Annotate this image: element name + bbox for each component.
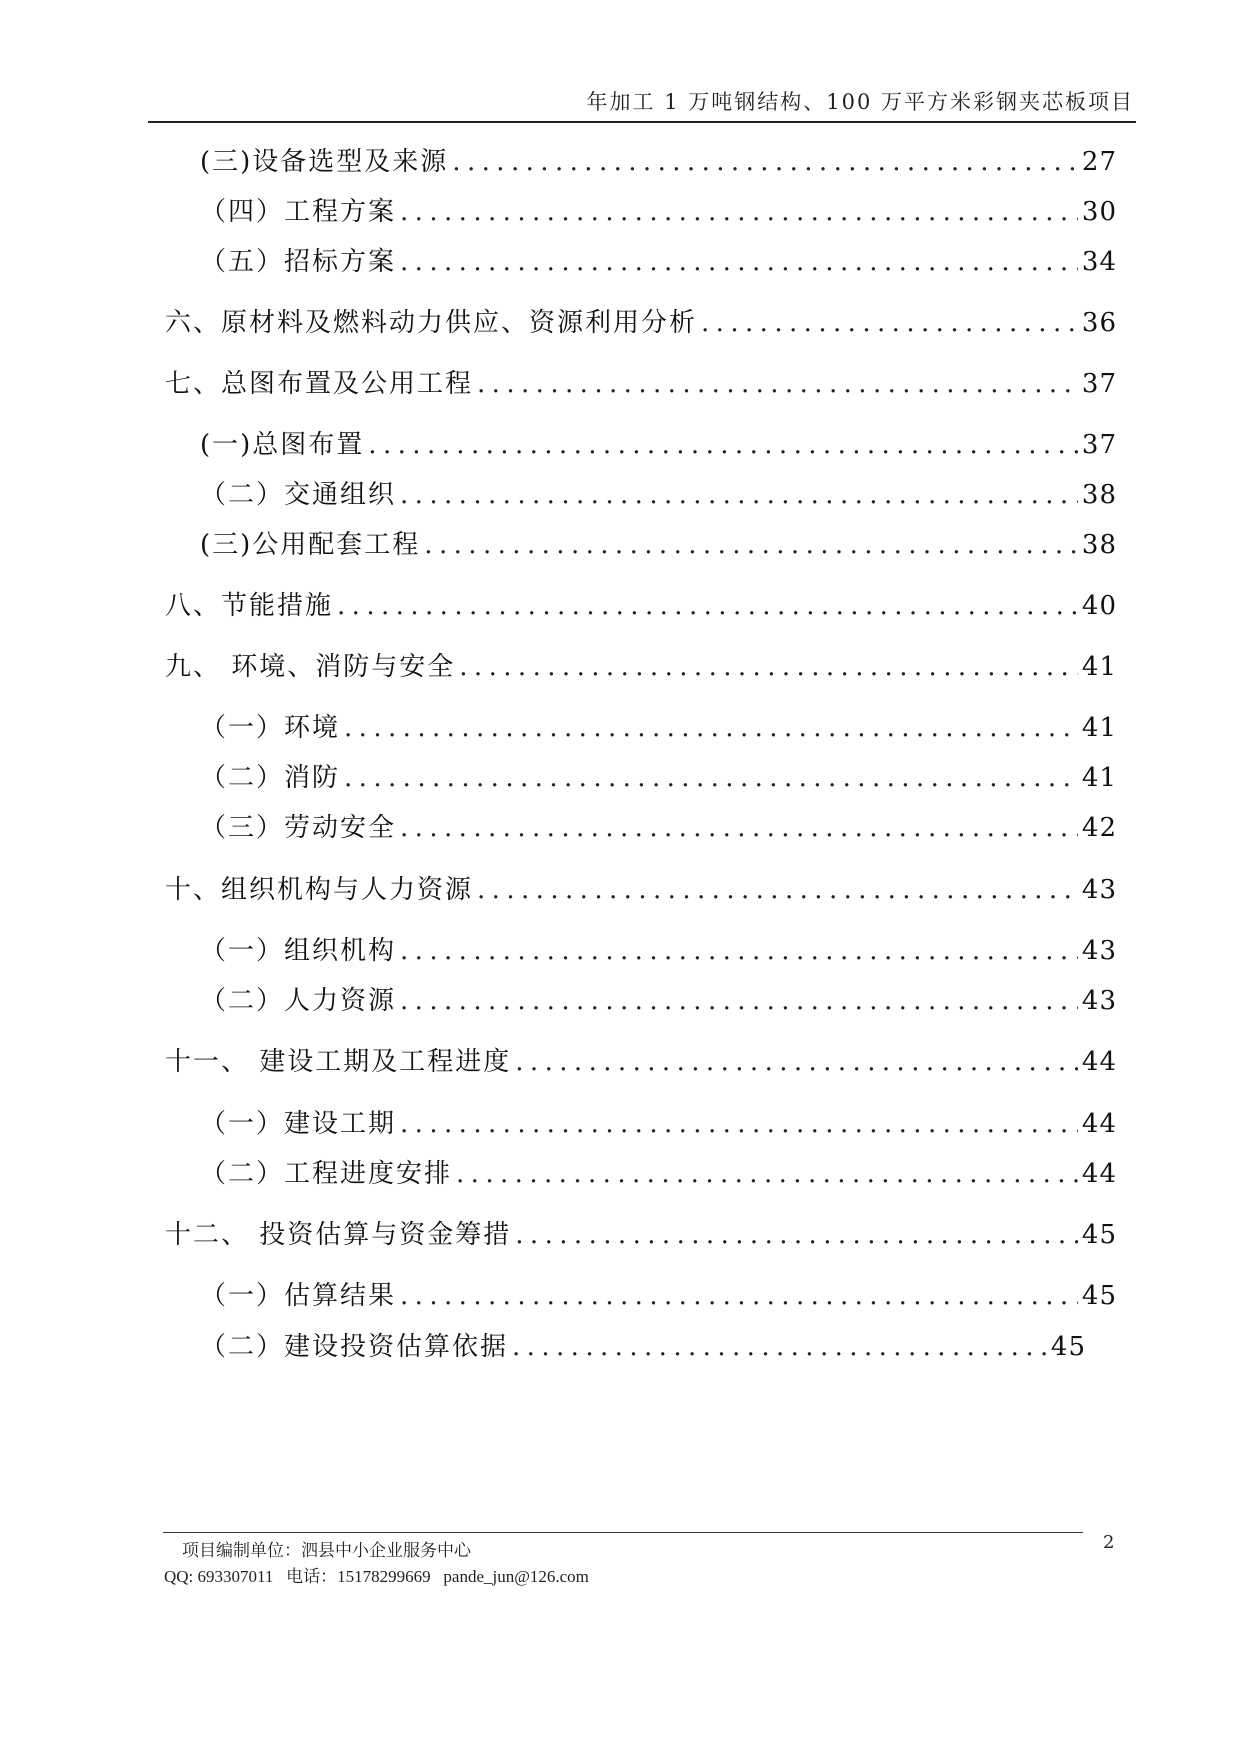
toc-dot-leader xyxy=(400,983,1078,1019)
toc-dot-leader xyxy=(400,933,1078,969)
toc-entry[interactable] xyxy=(200,194,1117,230)
toc-entry-title: （二）消防 xyxy=(200,763,341,793)
toc-dot-leader xyxy=(400,810,1078,846)
toc-entry-page: 45 xyxy=(1050,1332,1086,1362)
toc-dot-leader xyxy=(477,872,1078,908)
toc-dot-leader xyxy=(477,366,1078,402)
toc-entry-title: （五）招标方案 xyxy=(200,247,397,277)
toc-entry-title: （二）工程进度安排 xyxy=(200,1159,453,1189)
toc-entry-title: （三）劳动安全 xyxy=(200,813,397,843)
footer-divider xyxy=(163,1532,1083,1533)
toc-entry[interactable] xyxy=(165,588,1117,624)
toc-entry-page: 36 xyxy=(1081,308,1117,338)
toc-entry-title: (三)设备选型及来源 xyxy=(200,147,449,177)
toc-dot-leader xyxy=(456,1156,1078,1192)
toc-entry-page: 34 xyxy=(1081,247,1117,277)
toc-entry-page: 37 xyxy=(1081,369,1117,399)
toc-dot-leader xyxy=(400,1106,1078,1142)
toc-dot-leader xyxy=(400,244,1078,280)
toc-entry-title: 十二、 投资估算与资金筹措 xyxy=(165,1220,512,1250)
toc-entry-title: （一）估算结果 xyxy=(200,1281,397,1311)
toc-entry-title: （一）组织机构 xyxy=(200,936,397,966)
toc-entry[interactable] xyxy=(200,477,1117,513)
toc-entry[interactable] xyxy=(200,1329,1086,1365)
toc-entry-title: 八、节能措施 xyxy=(165,591,334,621)
toc-entry[interactable] xyxy=(200,527,1117,563)
toc-entry[interactable] xyxy=(200,144,1117,180)
toc-dot-leader xyxy=(512,1329,1047,1365)
toc-entry-title: 十一、 建设工期及工程进度 xyxy=(165,1047,512,1077)
toc-entry[interactable] xyxy=(165,366,1117,402)
toc-entry-page: 27 xyxy=(1081,147,1117,177)
toc-entry[interactable] xyxy=(200,1278,1117,1314)
running-header-title: 年加工 1 万吨钢结构、100 万平方米彩钢夹芯板项目 xyxy=(586,90,1134,114)
toc-entry-title: 六、原材料及燃料动力供应、资源利用分析 xyxy=(165,308,698,338)
toc-entry-page: 38 xyxy=(1081,480,1117,510)
toc-entry-page: 44 xyxy=(1081,1109,1117,1139)
toc-entry[interactable] xyxy=(200,427,1117,463)
toc-entry-title: 十、组织机构与人力资源 xyxy=(165,875,474,905)
toc-dot-leader xyxy=(337,588,1078,624)
toc-entry-title: 九、 环境、消防与安全 xyxy=(165,652,456,682)
toc-dot-leader xyxy=(344,760,1078,796)
toc-dot-leader xyxy=(400,194,1078,230)
toc-dot-leader xyxy=(701,305,1078,341)
toc-entry-page: 41 xyxy=(1081,713,1117,743)
toc-entry[interactable] xyxy=(200,1156,1117,1192)
toc-dot-leader xyxy=(515,1217,1078,1253)
toc-entry-page: 30 xyxy=(1081,197,1117,227)
toc-entry-title: (三)公用配套工程 xyxy=(200,530,421,560)
toc-entry-page: 41 xyxy=(1081,652,1117,682)
toc-entry[interactable] xyxy=(165,649,1117,685)
toc-entry-page: 44 xyxy=(1081,1047,1117,1077)
toc-dot-leader xyxy=(452,144,1078,180)
footer-qq: QQ: 693307011 xyxy=(164,1567,274,1586)
toc-entry-page: 43 xyxy=(1081,875,1117,905)
toc-entry[interactable] xyxy=(165,1217,1117,1253)
toc-entry-title: （一）建设工期 xyxy=(200,1109,397,1139)
toc-entry-title: （四）工程方案 xyxy=(200,197,397,227)
toc-entry[interactable] xyxy=(200,1106,1117,1142)
toc-entry-page: 43 xyxy=(1081,986,1117,1016)
toc-entry[interactable] xyxy=(200,244,1117,280)
toc-entry[interactable] xyxy=(165,1044,1117,1080)
toc-entry-page: 41 xyxy=(1081,763,1117,793)
footer-email: pande_jun@126.com xyxy=(443,1567,589,1586)
toc-entry-page: 45 xyxy=(1081,1281,1117,1311)
toc-entry-page: 37 xyxy=(1081,430,1117,460)
toc-dot-leader xyxy=(515,1044,1078,1080)
toc-entry-page: 44 xyxy=(1081,1159,1117,1189)
toc-entry-page: 42 xyxy=(1081,813,1117,843)
footer-contact xyxy=(164,1562,589,1587)
toc-entry-page: 43 xyxy=(1081,936,1117,966)
toc-entry-page: 45 xyxy=(1081,1220,1117,1250)
toc-entry-page: 40 xyxy=(1081,591,1117,621)
toc-entry[interactable] xyxy=(200,983,1117,1019)
toc-dot-leader xyxy=(368,427,1078,463)
toc-entry[interactable] xyxy=(200,710,1117,746)
page-number: 2 xyxy=(1103,1532,1115,1553)
toc-entry-title: （二）建设投资估算依据 xyxy=(200,1332,509,1362)
toc-dot-leader xyxy=(424,527,1078,563)
toc-dot-leader xyxy=(400,477,1078,513)
footer-organization: 项目编制单位：泗县中小企业服务中心 xyxy=(182,1541,471,1561)
toc-entry-title: （二）交通组织 xyxy=(200,480,397,510)
toc-entry-title: (一)总图布置 xyxy=(200,430,365,460)
toc-entry-title: （二）人力资源 xyxy=(200,986,397,1016)
toc-entry[interactable] xyxy=(165,305,1117,341)
toc-entry[interactable] xyxy=(200,933,1117,969)
toc-entry[interactable] xyxy=(165,872,1117,908)
toc-entry-page: 38 xyxy=(1081,530,1117,560)
footer-phone: 电话：15178299669 xyxy=(286,1567,431,1586)
toc-entry-title: 七、总图布置及公用工程 xyxy=(165,369,474,399)
toc-dot-leader xyxy=(344,710,1078,746)
toc-entry-title: （一）环境 xyxy=(200,713,341,743)
toc-dot-leader xyxy=(400,1278,1078,1314)
toc-dot-leader xyxy=(459,649,1078,685)
toc-entry[interactable] xyxy=(200,760,1117,796)
toc-entry[interactable] xyxy=(200,810,1117,846)
